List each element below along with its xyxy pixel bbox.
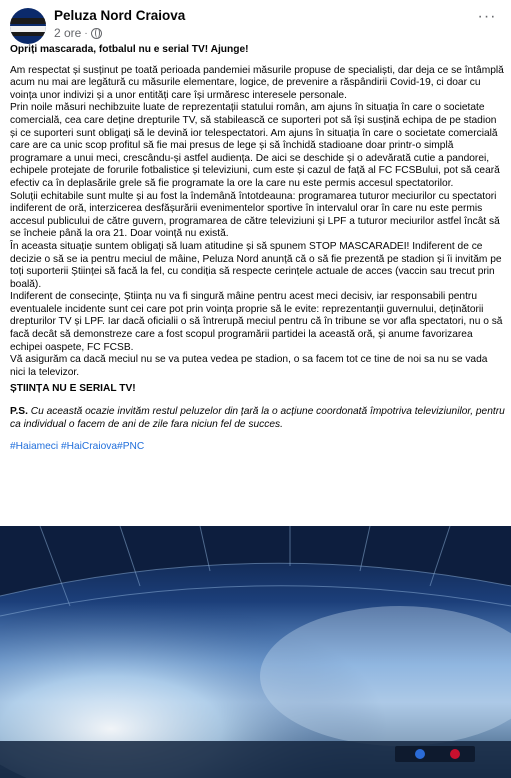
paragraph: Am respectat și susținut pe toată perioada pandemiei măsurile propuse de specialiști, dar deja ce se întâmplă acum nu mai are legătură cu măsurile elementare, logice, de prevenire a răspândirii Covid-19, ci doar cu voința unor indivizi și a unor entități care își urmăresc interesele personale. <box>10 64 504 101</box>
ps-text: Cu această ocazie invităm restul peluzelor din țară la o acțiune coordonată împotriva televiziunilor, pentru ca individual o facem de ani de zile fara niciun fel de succes. <box>10 406 505 430</box>
post-photo[interactable] <box>0 526 511 778</box>
ps-label: P.S. <box>10 406 28 418</box>
separator-dot: · <box>84 27 88 39</box>
paragraph: Vă asigurăm ca dacă meciul nu se va putea vedea pe stadion, o sa facem tot ce tine de noi sa nu se vada nici la televizor. <box>10 354 488 378</box>
paragraph: În aceasta situație suntem obligați să luam atitudine și să spunem STOP MASCARADEI! Indiferent de ce decizie o să se ia pentru meciul de mâine, Peluza Nord anunță că o să fie prezentă pe stadion și îi invităm pe toți suporterii Științei să facă la fel, cu condiția să respecte cerințele actuale de acces (vaccin sau trecut prin boală). <box>10 240 502 290</box>
globe-icon <box>91 28 102 39</box>
hashtag-link[interactable]: #Haiameci <box>10 441 59 453</box>
post-title: Opriți mascarada, fotbalul nu e serial TV! Ajunge! <box>10 44 249 55</box>
hashtags <box>10 441 505 454</box>
hashtag-link[interactable]: #PNC <box>117 441 145 453</box>
post-meta <box>54 26 102 40</box>
more-options-icon[interactable]: ··· <box>477 8 497 25</box>
post-header <box>10 6 501 42</box>
post-body <box>10 40 505 454</box>
paragraph: Prin noile măsuri nechibzuite luate de reprezentații statului român, am ajuns în situația în care o societate comercială, cea care deține drepturile TV, să stabilească ce suporteri pot să își susțină echipa de pe stadion și ce suporteri sunt obligați să le devină ior telespectatori. Am ajuns în situația în care o societate comercială care are ca unic scop profitul să fie mai presus de lege și să închidă stadioane doar printr-o simplă programare a unui meci, crescându-și astfel audiența. De aici se deschide și o adevărată cutie a pandorei, echipele protejate de forurile fotbalistice și televiziuni, cum este și cazul de față al FC FCSBului, pot să ceară efectiv ca în deplasările grele să fie programate la ore la care nu este permis accesul spectatorilor. <box>10 102 500 189</box>
ps-note <box>10 406 505 431</box>
avatar[interactable] <box>10 8 46 44</box>
paragraph: Indiferent de consecințe, Știința nu va fi singură mâine pentru acest meci decisiv, iar responsabili pentru eventualele incidente sunt cei care pot prin voința proprie să le evite: reprezentanții guvernului, deținătorii drepturilor TV și LPF. Iar dacă oficialii o să întrerupă meciul pentru că în tribune se vor afla spectatori, nu o să facă decât să demonstreze care a fost scopul programării partidei la această oră, și anume favorizarea echipei oaspete, FC FCSB. <box>10 291 503 353</box>
post-time[interactable]: 2 ore <box>54 26 82 40</box>
paragraph: Soluții echitabile sunt multe și au fost la îndemână întotdeauna: programarea tuturor meciurilor cu spectatori indiferent de oră, interzicerea desfășurării evenimentelor sportive în intervalul orar în care nu este permis accesul publicului de către guvern, programarea de către televiziuni și LPF a tuturor meciurilor astfel încât să se încheie până la ora 21. Doar voință nu există. <box>10 190 500 240</box>
hashtag-link[interactable]: #HaiCraiova <box>60 441 118 453</box>
closing-line: ȘTIINȚA NU E SERIAL TV! <box>10 383 136 395</box>
page-name[interactable]: Peluza Nord Craiova <box>54 8 186 23</box>
stadium-photo-illustration <box>0 526 511 778</box>
